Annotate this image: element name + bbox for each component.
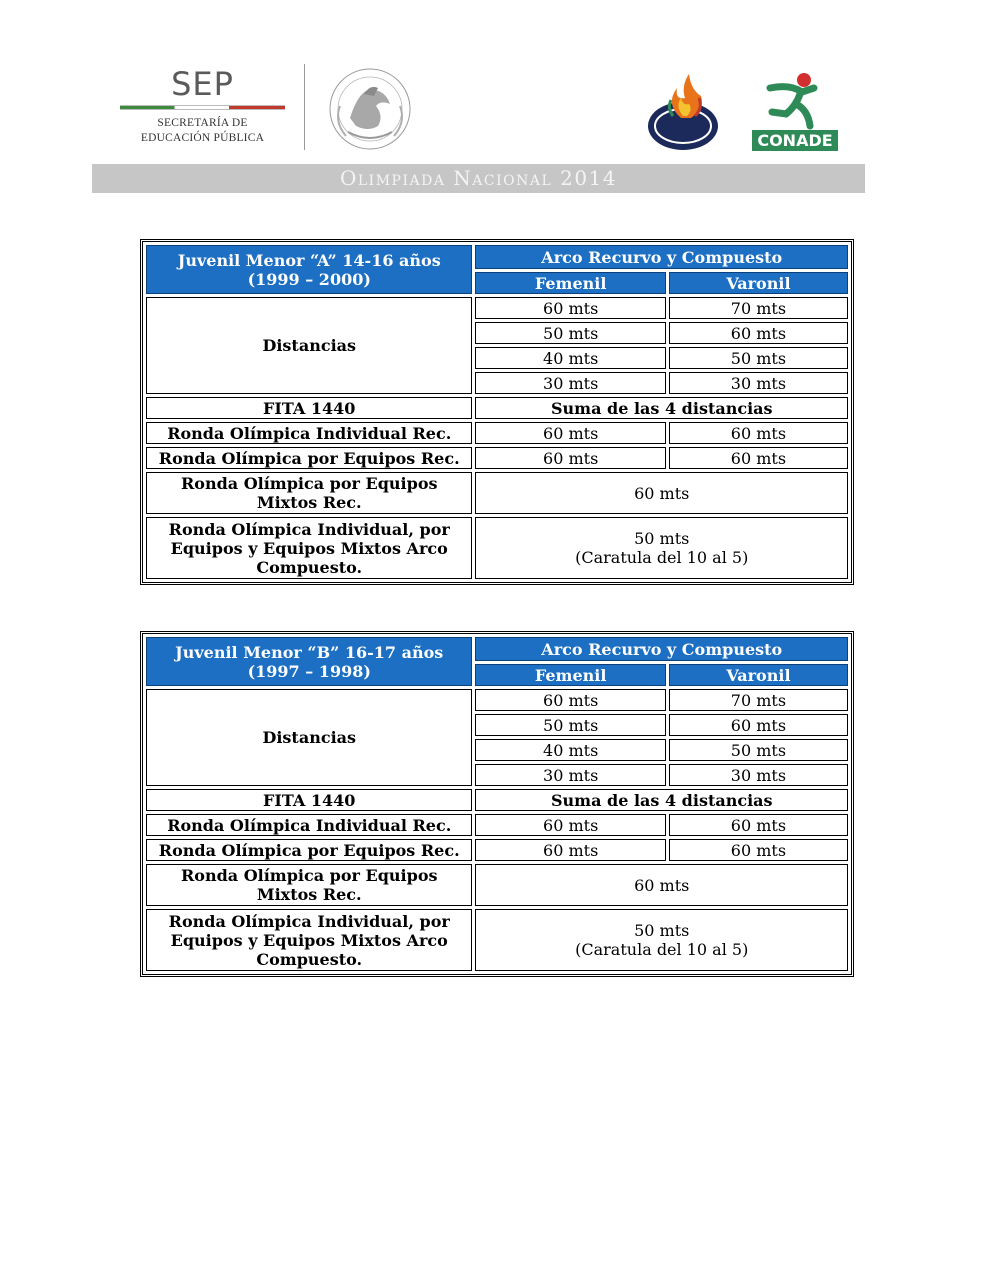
compound-label-line: Compuesto. [256,557,363,577]
compound-distance: 50 mts [634,921,690,940]
compound-label-line: Compuesto. [256,949,363,969]
varonil-header: Varonil [669,272,848,294]
mixed-team-label [146,864,472,906]
sep-line-1: SECRETARÍA DE [157,117,248,129]
logo-divider [304,64,305,150]
mixed-team-label [146,472,472,514]
compound-label-line: Equipos y Equipos Mixtos Arco [170,930,448,950]
sep-flag-rule [120,105,285,110]
team-femenil: 60 mts [475,447,665,469]
olympiad-flame-emblem-icon [645,68,723,152]
mixed-team-label-line: Mixtos Rec. [256,493,362,512]
distance-varonil: 70 mts [669,689,848,711]
category-header-cell [146,245,472,294]
individual-femenil: 60 mts [475,422,665,444]
mixed-team-label-line: Mixtos Rec. [256,885,362,904]
compound-target-face: (Caratula del 10 al 5) [575,940,749,959]
fita-label: FITA 1440 [146,397,472,419]
category-years: (1997 – 1998) [247,661,371,681]
team-label: Ronda Olímpica por Equipos Rec. [146,447,472,469]
compound-distance: 50 mts [634,529,690,548]
compound-value [475,909,848,971]
compound-label-line: Ronda Olímpica Individual, por [168,519,450,539]
compound-label [146,517,472,579]
distance-varonil: 60 mts [669,322,848,344]
distance-femenil: 30 mts [475,372,665,394]
femenil-header: Femenil [475,272,665,294]
team-varonil: 60 mts [669,839,848,861]
distance-varonil: 60 mts [669,714,848,736]
distancias-label: Distancias [146,297,472,394]
distance-femenil: 40 mts [475,739,665,761]
distance-femenil: 50 mts [475,322,665,344]
compound-label-line: Equipos y Equipos Mixtos Arco [170,538,448,558]
distances-table-b [140,631,854,977]
mixed-team-value: 60 mts [475,864,848,906]
fita-value: Suma de las 4 distancias [475,789,848,811]
conade-wordmark: CONADE [752,130,838,151]
distance-varonil: 70 mts [669,297,848,319]
category-years: (1999 – 2000) [247,269,371,289]
category-header-cell [146,637,472,686]
individual-femenil: 60 mts [475,814,665,836]
individual-label: Ronda Olímpica Individual Rec. [146,814,472,836]
mixed-team-label-line: Ronda Olímpica por Equipos [180,474,438,493]
distancias-label: Distancias [146,689,472,786]
compound-label-line: Ronda Olímpica Individual, por [168,911,450,931]
sep-wordmark: SEP [171,65,234,103]
fita-label: FITA 1440 [146,789,472,811]
distance-varonil: 30 mts [669,764,848,786]
title-bar [92,164,865,193]
distance-femenil: 60 mts [475,689,665,711]
bow-type-header: Arco Recurvo y Compuesto [475,637,848,661]
distance-femenil: 40 mts [475,347,665,369]
compound-value [475,517,848,579]
compound-target-face: (Caratula del 10 al 5) [575,548,749,567]
bow-type-header: Arco Recurvo y Compuesto [475,245,848,269]
individual-label: Ronda Olímpica Individual Rec. [146,422,472,444]
mexican-seal-icon [320,66,420,152]
team-varonil: 60 mts [669,447,848,469]
distance-varonil: 50 mts [669,347,848,369]
individual-varonil: 60 mts [669,814,848,836]
document-header [92,60,865,195]
document-title: Olimpiada Nacional 2014 [339,166,618,190]
mixed-team-value: 60 mts [475,472,848,514]
category-name: Juvenil Menor “B” 16-17 años [175,642,444,662]
sep-logo [120,66,285,156]
compound-label [146,909,472,971]
team-femenil: 60 mts [475,839,665,861]
distance-femenil: 30 mts [475,764,665,786]
conade-logo [750,70,840,154]
distance-varonil: 30 mts [669,372,848,394]
individual-varonil: 60 mts [669,422,848,444]
mixed-team-label-line: Ronda Olímpica por Equipos [180,866,438,885]
distance-femenil: 50 mts [475,714,665,736]
category-name: Juvenil Menor “A” 14-16 años [177,250,441,270]
femenil-header: Femenil [475,664,665,686]
distances-table-a [140,239,854,585]
sep-line-2: EDUCACIÓN PÚBLICA [140,132,265,144]
fita-value: Suma de las 4 distancias [475,397,848,419]
runner-icon [750,70,840,130]
distance-varonil: 50 mts [669,739,848,761]
distance-femenil: 60 mts [475,297,665,319]
team-label: Ronda Olímpica por Equipos Rec. [146,839,472,861]
category-table [140,239,854,585]
category-table [140,631,854,977]
varonil-header: Varonil [669,664,848,686]
